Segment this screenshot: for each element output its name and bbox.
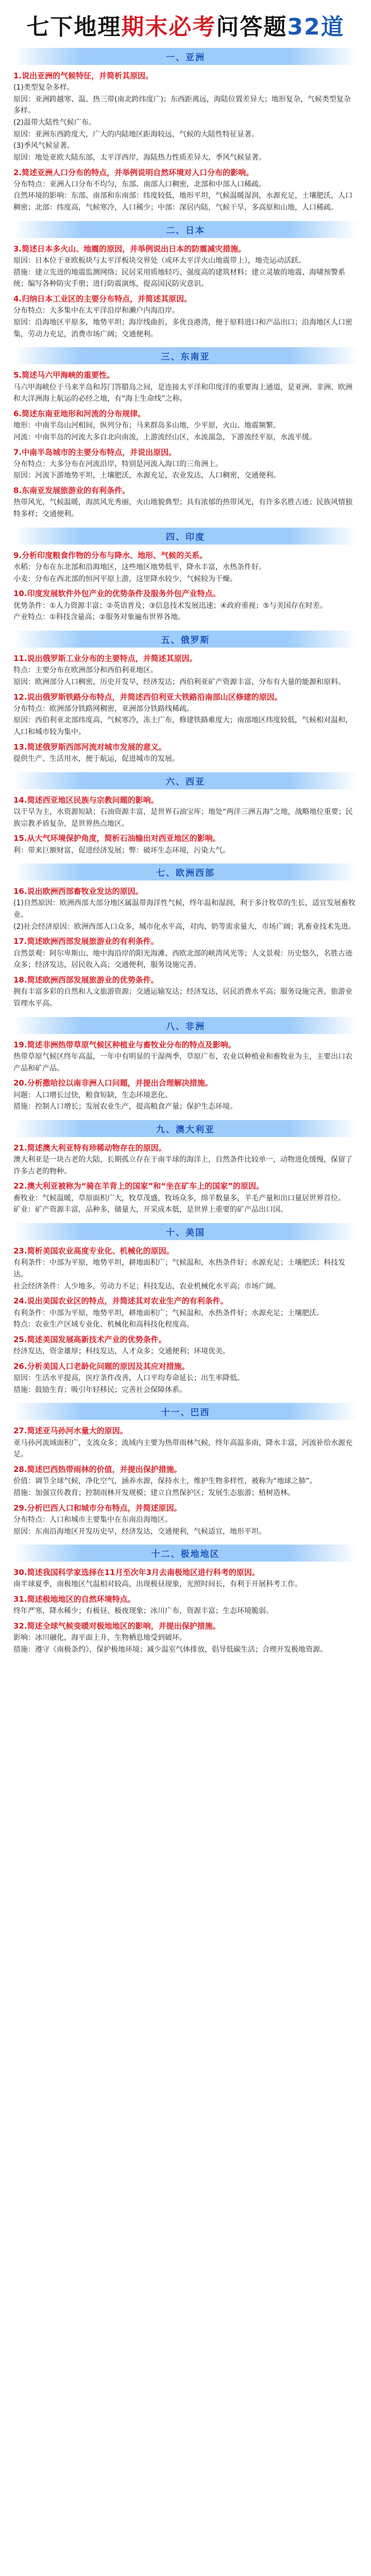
section-heading: 三、东南亚 [13, 347, 358, 364]
qa-item [13, 794, 358, 830]
qa-item [13, 1361, 358, 1396]
answer-paragraph: 地形：中南半岛山河相间，纵列分布；马来群岛多山地，少平原，火山、地震频繁。 [13, 421, 280, 430]
qa-item [13, 1502, 358, 1538]
title-part-4: 32道 [287, 14, 345, 40]
question-text: 1.说出亚洲的气候特征，并简析其原因。 [13, 71, 154, 80]
answer-paragraph: 亚马孙河流域面积广，支流众多；流域内主要为热带雨林气候，终年高温多雨，降水丰富，河流补给水源充足。 [13, 1438, 352, 1459]
section-heading: 四、印度 [13, 528, 358, 545]
answer-paragraph: 热带风光，气候温暖，海滨风光秀丽，火山地貌典型；具有浓郁的热带风光，有许多名胜古迹；民族风情独特多样；交通便利。 [13, 498, 352, 519]
answer-paragraph: 措施：鼓励生育；吸引年轻移民；完善社会保障体系。 [13, 1385, 187, 1394]
question-text: 27.简述亚马孙河水量大的原因。 [13, 1426, 128, 1436]
question-text: 7.中南半岛城市的主要分布特点，并说出原因。 [13, 447, 177, 457]
qa-item [13, 1295, 358, 1331]
question-text: 21.简述澳大利亚特有珍稀动物存在的原因。 [13, 1143, 166, 1153]
question-text: 25.简述美国发展高新技术产业的优势条件。 [13, 1334, 166, 1344]
answer-paragraph: 畜牧业：气候温暖，草原面积广大，牧草茂盛，牧场众多，绵羊数量多，羊毛产量和出口量居世界首位。 [13, 1194, 345, 1202]
answer-paragraph: 原因：日本位于亚欧板块与太平洋板块交界处（或环太平洋火山地震带上），地壳运动活跃。 [13, 257, 306, 265]
answer-paragraph: 特点：农业生产区域专业化、机械化和高科技化程度高。 [13, 1320, 194, 1329]
qa-item [13, 408, 358, 444]
section-heading: 十一、巴西 [13, 1403, 358, 1420]
answer-paragraph: 原因：东南沿海地区开发历史早，经济发达，交通便利，气候适宜，地形平坦。 [13, 1527, 266, 1536]
answer-paragraph: 原因：河流下游地势平坦，土壤肥沃，水源充足，农业发达，人口稠密，交通便利。 [13, 471, 280, 480]
qa-item [13, 243, 358, 290]
question-text: 2.简述亚洲人口分布的特点，并举例说明自然环境对人口分布的影响。 [13, 167, 254, 177]
qa-item [13, 293, 358, 340]
question-text: 6.简述东南亚地形和河流的分布规律。 [13, 409, 146, 418]
answer-paragraph: 分布特点：大多分布在河流沿岸，特别是河流入海口的三角洲上。 [13, 460, 223, 468]
qa-item [13, 691, 358, 738]
qa-item [13, 447, 358, 482]
section-heading: 十二、极地地区 [13, 1545, 358, 1562]
answer-paragraph: 原因：西伯利亚北部纬度高，气候寒冷，冻土广布，修建铁路难度大；南部地区纬度较低，气候相对温和，人口和城市较为集中。 [13, 716, 352, 737]
question-text: 29.分析巴西人口和城市分布特点，并简述原因。 [13, 1503, 182, 1513]
question-text: 4.归纳日本工业区的主要分布特点，并简述其原因。 [13, 294, 192, 304]
answer-paragraph: 终年严寒，降水稀少；有极昼、极夜现象；冰川广布，资源丰富；生态环境脆弱。 [13, 1607, 273, 1616]
answer-paragraph: 分布特点：人口和城市主要集中在东南沿海地区。 [13, 1515, 172, 1524]
answer-paragraph: 原因：亚洲跨越寒、温、热三带(南北跨纬度广)；东西距离远，海陆位置差异大；地形复杂，气候类型复杂多样。 [13, 95, 351, 115]
qa-item [13, 936, 358, 971]
qa-item [13, 1245, 358, 1292]
answer-paragraph: 措施：控制人口增长；发展农业生产，提高粮食产量；保护生态环境。 [13, 1103, 237, 1111]
qa-item [13, 1039, 358, 1075]
qa-item [13, 1425, 358, 1461]
qa-item [13, 1077, 358, 1113]
question-text: 10.印度发展软件外包产业的优势条件及服务外包产业特点。 [13, 589, 221, 599]
answer-paragraph: 措施：建立先进的地震监测网络；民居采用质地轻巧、强度高的建筑材料；建立灵敏的地震、海啸预警系统；编写各种防灾手册；进行防震演练，提高国民防灾意识。 [13, 268, 345, 289]
answer-paragraph: 原因：沿海地区平原多，地势平坦；海岸线曲折，多优良港湾，便于原料进口和产品出口；沿海地区人口密集，劳动力充足，消费市场广阔；交通便利。 [13, 318, 352, 338]
answer-paragraph: 产业特点：①科技含量高；②服务对象遍布世界各地。 [13, 613, 185, 622]
section-heading: 八、非洲 [13, 1017, 358, 1034]
answer-paragraph: 影响：冰川融化，海平面上升，生物栖息地受到破坏。 [13, 1634, 187, 1642]
section-heading: 二、日本 [13, 221, 358, 238]
qa-item [13, 1142, 358, 1178]
qa-item [13, 1180, 358, 1216]
answer-paragraph: 措施：遵守《南极条约》，保护极地环境；减少温室气体排放，倡导低碳生活；合理开发极地资源。 [13, 1645, 327, 1654]
section-heading: 七、欧洲西部 [13, 863, 358, 880]
qa-content [13, 48, 358, 1656]
qa-item [13, 1334, 358, 1358]
question-text: 24.说出美国农业区的特点，并简述其对农业生产的有利条件。 [13, 1296, 228, 1306]
answer-paragraph: 提供生产、生活用水，便于航运，促进城市的发展。 [13, 755, 179, 764]
answer-paragraph: 河流：中南半岛的河流大多自北向南流，上游流经山区，水流湍急，下游流经平原，水流平缓。 [13, 433, 316, 442]
qa-item [13, 550, 358, 585]
answer-paragraph: 措施：加强宣传教育；控制雨林开发规模；建立自然保护区；发展生态旅游；植树造林。 [13, 1488, 295, 1497]
question-text: 30.简述我国科学家选择在11月至次年3月去南极地区进行科考的原因。 [13, 1568, 260, 1578]
answer-paragraph: 小麦：分布在西北部的恒河平原上游，这里降水较少，气候较为干燥。 [13, 574, 237, 583]
qa-item [13, 167, 358, 214]
answer-paragraph: (3)季风气候显著。 [13, 142, 74, 150]
answer-paragraph: 热带草原气候区终年高温，一年中有明显的干湿两季，草原广布，农业以种植业和畜牧业为主，主要出口农产品和矿产品。 [13, 1052, 352, 1073]
answer-paragraph: 优势条件：①人力资源丰富；②英语普及；③信息技术发展迅速；④政府重视；⑤与美国存在时差。 [13, 601, 327, 610]
answer-paragraph: 分布特点：大多集中在太平洋沿岸和濑户内海沿岸。 [13, 307, 179, 315]
qa-item [13, 588, 358, 623]
question-text: 11.说出俄罗斯工业分布的主要特点，并简述其原因。 [13, 653, 197, 663]
question-text: 9.分析印度粮食作物的分布与降水、地形、气候的关系。 [13, 550, 208, 560]
answer-paragraph: (2)社会经济原因：欧洲西部人口众多，城市化水平高，对肉、奶等需求量大，市场广阔；乳畜业技术先进。 [13, 922, 356, 931]
question-text: 19.简述非洲热带草原气候区种植业与畜牧业分布的特点及影响。 [13, 1040, 236, 1049]
answer-paragraph: 利：带来巨额财富，促进经济发展；弊：破坏生态环境，污染大气。 [13, 846, 230, 855]
qa-item [13, 485, 358, 520]
answer-paragraph: 矿业：矿产资源丰富，品种多，储量大，开采成本低，是世界上重要的矿产品出口国。 [13, 1206, 288, 1214]
qa-item [13, 886, 358, 933]
qa-item [13, 974, 358, 1010]
answer-paragraph: 原因：欧洲部分人口稠密，历史开发早，经济发达；西伯利亚矿产资源丰富，分布有大量的能源和原料。 [13, 677, 345, 686]
question-text: 22.澳大利亚被称为“骑在羊背上的国家”和“坐在矿车上的国家”的原因。 [13, 1181, 264, 1191]
answer-paragraph: 分布特点：欧洲部分铁路网稠密，亚洲部分铁路线稀疏。 [13, 704, 194, 713]
section-heading: 九、澳大利亚 [13, 1120, 358, 1137]
qa-item [13, 741, 358, 765]
answer-paragraph: 经济发达，资金雄厚；科技发达，人才众多；交通便利；环境优美。 [13, 1347, 230, 1356]
title-part-1: 七下地理 [26, 14, 122, 40]
answer-paragraph: (1)类型复杂多样。 [13, 83, 74, 92]
section-heading: 五、俄罗斯 [13, 631, 358, 648]
qa-item [13, 1464, 358, 1499]
question-text: 8.东南亚发展旅游业的有利条件。 [13, 486, 130, 496]
question-text: 14.简述西亚地区民族与宗教问题的影响。 [13, 795, 159, 805]
qa-item [13, 1620, 358, 1656]
answer-paragraph: 自然环境的影响：东部、南部和东南部：纬度较低，地形平坦，气候温暖湿润，水源充足，土壤肥沃，人口稠密；北部：纬度高，气候寒冷，人口稀少；中部：深居内陆，气候干旱，多高原和山地，人口稀疏。 [13, 192, 352, 212]
answer-paragraph: 南半球夏季，南极地区气温相对较高，出现极昼现象，光照时间长，有利于开展科考工作。 [13, 1580, 302, 1589]
title-part-2: 期末必考 [121, 14, 216, 40]
answer-paragraph: 马六甲海峡位于马来半岛和苏门答腊岛之间，是连接太平洋和印度洋的重要海上通道，是亚洲、非洲、欧洲和大洋洲海上航运的必经之地，有“海上生命线”之称。 [13, 383, 352, 403]
qa-item [13, 1594, 358, 1617]
answer-paragraph: 价值：调节全球气候，净化空气，涵养水源，保持水土，维护生物多样性，被称为“地球之肺”。 [13, 1477, 317, 1486]
answer-paragraph: 以干旱为主，水资源短缺；石油资源丰富，是世界石油宝库；地处“两洋三洲五海”之地，战略地位重要；民族宗教矛盾复杂，是世界热点地区。 [13, 807, 353, 828]
question-text: 15.从大气环境保护角度，简析石油输出对西亚地区的影响。 [13, 834, 221, 843]
question-text: 23.简析美国农业高度专业化、机械化的原因。 [13, 1246, 174, 1256]
question-text: 12.说出俄罗斯铁路分布特点，并简述西伯利亚大铁路沿南部山区修建的原因。 [13, 692, 282, 702]
page-title [13, 14, 358, 41]
section-heading: 十、美国 [13, 1223, 358, 1240]
answer-paragraph: 原因：地处亚欧大陆东部，太平洋西岸，海陆热力性质差异大，季风气候显著。 [13, 153, 266, 162]
question-text: 20.分析撒哈拉以南非洲人口问题，并提出合理解决措施。 [13, 1078, 213, 1088]
answer-paragraph: 社会经济条件：人少地多，劳动力不足；科技发达，农业机械化水平高；市场广阔。 [13, 1282, 280, 1291]
answer-paragraph: 原因：生活水平提高，医疗条件改善，人口平均寿命延长；出生率降低。 [13, 1374, 244, 1383]
answer-paragraph: 拥有丰富多彩的自然和人文旅游资源；交通运输发达；经济发达，居民消费水平高；服务设施完善，旅游业管理水平高。 [13, 988, 352, 1008]
qa-item [13, 833, 358, 856]
question-text: 18.简述欧洲西部发展旅游业的优势条件。 [13, 975, 159, 985]
question-text: 32.简述全球气候变暖对极地地区的影响，并提出保护措施。 [13, 1621, 221, 1631]
answer-paragraph: 自然景观：阿尔卑斯山、地中海沿岸的阳光海滩、西欧北部的峡湾风光等；人文景观：历史悠久，名胜古迹众多；经济发达，居民收入高；交通便利，服务设施完善。 [13, 949, 352, 970]
qa-item [13, 1567, 358, 1590]
question-text: 31.简述极地地区的自然环境特点。 [13, 1595, 136, 1604]
answer-paragraph: 特点：主要分布在欧洲部分和西伯利亚地区。 [13, 666, 158, 675]
section-heading: 六、西亚 [13, 772, 358, 789]
question-text: 13.简述俄罗斯西部河流对城市发展的意义。 [13, 742, 166, 752]
qa-item [13, 653, 358, 688]
answer-paragraph: 原因：亚洲东西跨度大，广大的内陆地区距海较远，气候的大陆性特征显著。 [13, 130, 259, 139]
answer-paragraph: 有利条件：中部为平原，地势平坦，耕地面积广；气候温和，水热条件好；水源充足；土壤肥沃；科技发达。 [13, 1259, 345, 1279]
section-heading: 一、亚洲 [13, 48, 358, 65]
title-part-3: 问答题 [216, 14, 288, 40]
question-text: 17.简述欧洲西部发展旅游业的有利条件。 [13, 937, 159, 946]
answer-paragraph: (1)自然原因：欧洲西部大部分地区属温带海洋性气候，终年温和湿润，利于多汁牧草的生长，适宜发展畜牧业。 [13, 899, 356, 920]
question-text: 28.简述巴西热带雨林的价值，并提出保护措施。 [13, 1465, 182, 1474]
qa-item [13, 369, 358, 405]
answer-paragraph: 澳大利亚是一块古老的大陆，长期孤立存在于南半球的海洋上，自然条件比较单一，动物进化缓慢，保留了许多古老的物种。 [13, 1156, 352, 1176]
question-text: 16.说出欧洲西部畜牧业发达的原因。 [13, 887, 143, 896]
answer-paragraph: 水稻：分布在东北部和沿海地区，这些地区地势低平，降水丰富，水热条件好。 [13, 563, 266, 571]
qa-item [13, 70, 358, 164]
answer-paragraph: (2)温带大陆性气候广布。 [13, 118, 96, 127]
question-text: 26.分析美国人口老龄化问题的原因及其应对措施。 [13, 1361, 190, 1371]
answer-paragraph: 分布特点：亚洲人口分布不均匀，东部、南部人口稠密，北部和中部人口稀疏。 [13, 180, 266, 189]
question-text: 5.简述马六甲海峡的重要性。 [13, 370, 115, 380]
answer-paragraph: 有利条件：中部为平原，地势平坦，耕地面积广；气候温和，水热条件好；水源充足；土壤肥沃。 [13, 1309, 324, 1317]
question-text: 3.简述日本多火山、地震的原因，并举例说出日本的防震减灾措施。 [13, 244, 246, 253]
answer-paragraph: 问题：人口增长过快，粮食短缺，生态环境恶化。 [13, 1091, 172, 1099]
